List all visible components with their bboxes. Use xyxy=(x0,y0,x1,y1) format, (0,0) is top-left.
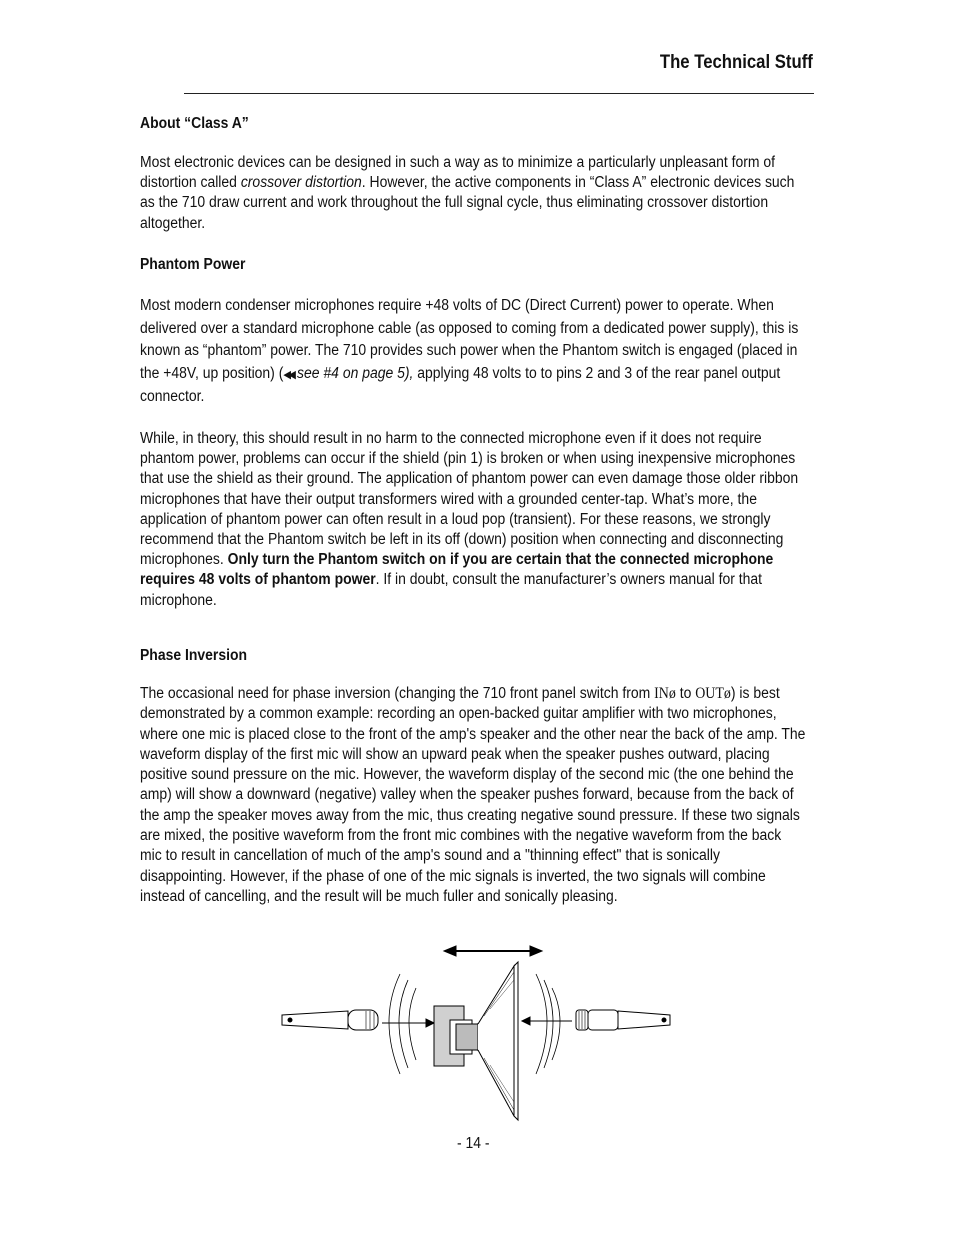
out-phase-label: OUTø xyxy=(695,685,731,702)
page-header-title: The Technical Stuff xyxy=(660,52,813,73)
italic-term: crossover distortion xyxy=(240,174,362,192)
rewind-icon: ◀◀ xyxy=(283,368,294,381)
text: ) is best demonstrated by a common example: recording an open-backed guitar amplifier with two microphones, where one mic is placed close to the front of the amp's speaker and the other near the back of the amp. The waveform display of the first mic will show an upward peak when the speaker pushes outward, placing positive sound pressure on the mic. However, the waveform display of the second mic (the one behind the amp) will show a downward (negative) valley when the speaker pushes forward, because from the back of the amp the speaker moves away from the mic, thus creating negative sound pressure. If these two signals are mixed, the positive waveform from the front mic combines with the negative waveform from the back mic to result in cancellation of much of the amp's sound and a "thinning effect" that is sonically disappointing. However, if the phase of one of the mic signals is inverted, the two signals will combine instead of cancelling, and the result will be much fuller and sonically pleasing. xyxy=(140,685,806,905)
heading-phantom-power: Phantom Power xyxy=(140,256,246,273)
phase-diagram xyxy=(278,944,678,1124)
speaker-icon xyxy=(434,962,518,1120)
page-reference: see #4 on page 5), xyxy=(293,364,414,382)
warning-text: Only turn the Phantom switch on if you are certain that the connected microphone requires 48 volts of phantom power xyxy=(140,551,774,589)
text: applying 48 volts to to pins 2 and 3 of the rear panel output connector. xyxy=(140,364,781,405)
microphone-icon xyxy=(282,1010,378,1030)
paragraph-phantom-2 xyxy=(140,429,806,611)
paragraph-phantom-1 xyxy=(140,295,806,409)
pressure-arrow-icon xyxy=(382,1019,434,1027)
text: While, in theory, this should result in no harm to the connected microphone even if it does not require phantom power, problems can occur if the shield (pin 1) is broken or when using inexpensive microphones that use the shield as their ground. The application of phantom power can even damage those older ribbon microphones that have their output transformers wired with a grounded center-tap. What’s more, the application of phantom power can often result in a loud pop (transient). For these reasons, we strongly recommend that the Phantom switch be left in its off (down) position when connecting and disconnecting microphones. xyxy=(140,430,799,569)
text: to xyxy=(675,685,696,702)
heading-class-a: About “Class A” xyxy=(140,115,249,132)
header-rule xyxy=(184,93,814,94)
double-arrow-icon xyxy=(444,946,542,956)
text: . However, the active components in “Class A” electronic devices such as the 710 draw current and work throughout the full signal cycle, thus eliminating crossover distortion altogether. xyxy=(140,174,795,232)
heading-phase-inversion: Phase Inversion xyxy=(140,647,248,664)
paragraph-class-a xyxy=(140,153,806,234)
sound-wave-icon xyxy=(536,974,560,1074)
page-number: - 14 - xyxy=(457,1135,490,1152)
in-phase-label: INø xyxy=(654,685,676,702)
paragraph-phase xyxy=(140,684,806,907)
text: The occasional need for phase inversion (changing the 710 front panel switch from xyxy=(140,685,655,702)
microphone-icon xyxy=(576,1010,670,1030)
text: Most electronic devices can be designed in such a way as to minimize a particularly unpleasant form of distortion called xyxy=(140,154,776,192)
sound-wave-icon xyxy=(389,974,416,1074)
text: Most modern condenser microphones require +48 volts of DC (Direct Current) power to operate. When delivered over a standard microphone cable (as opposed to coming from a dedicated power supply), this is known as “phantom” power. The 710 provides such power when the Phantom switch is engaged (placed in the +48V, up position) ( xyxy=(140,297,799,382)
text: . If in doubt, consult the manufacturer’s owners manual for that microphone. xyxy=(140,571,763,609)
